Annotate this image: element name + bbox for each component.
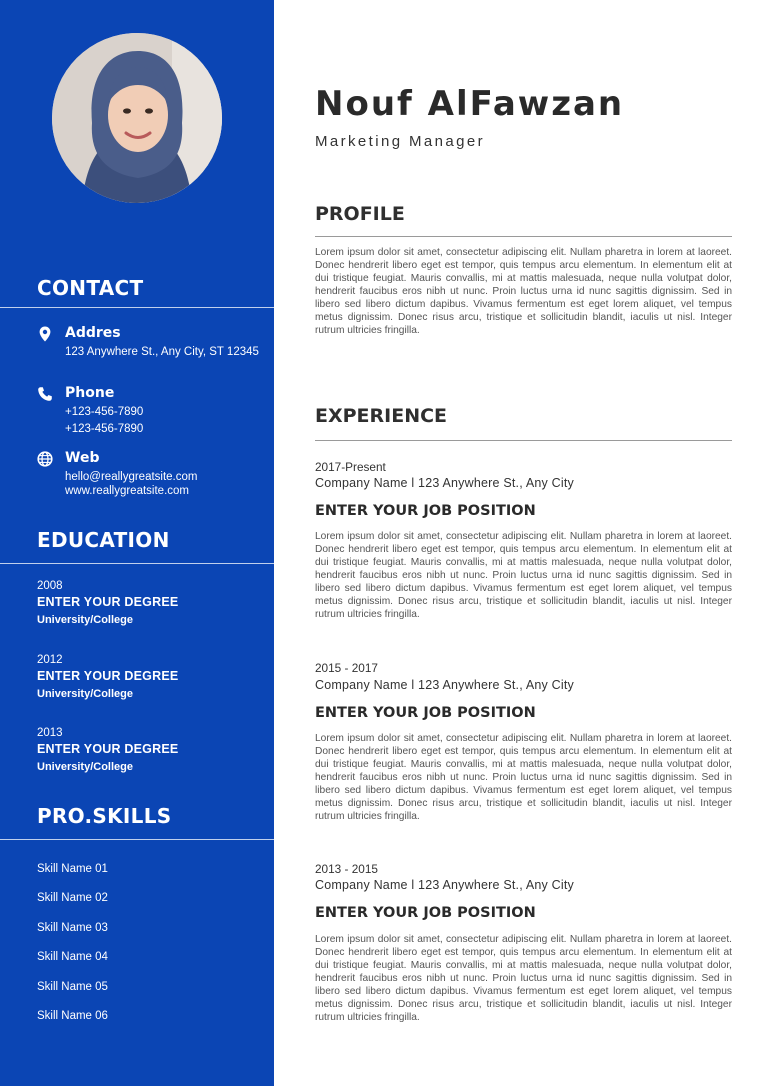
experience-date: 2015 - 2017 xyxy=(315,661,378,675)
skill-item: Skill Name 06 xyxy=(37,1010,108,1022)
education-degree: ENTER YOUR DEGREE xyxy=(37,669,179,683)
contact-address-line: 123 Anywhere St., Any City, ST 12345 xyxy=(65,346,259,358)
profile-divider xyxy=(315,236,732,237)
contact-heading: CONTACT xyxy=(37,276,144,300)
skill-item: Skill Name 03 xyxy=(37,922,108,934)
education-divider xyxy=(0,563,274,564)
globe-icon xyxy=(37,451,53,467)
phone-icon xyxy=(37,386,53,402)
skill-item: Skill Name 01 xyxy=(37,863,108,875)
contact-phone-line-1[interactable]: +123-456-7890 xyxy=(65,406,144,418)
skill-item: Skill Name 05 xyxy=(37,981,108,993)
education-item xyxy=(37,653,267,703)
contact-address-title: Addres xyxy=(65,325,121,341)
contact-phone-line-2[interactable]: +123-456-7890 xyxy=(65,423,144,435)
profile-heading: PROFILE xyxy=(315,203,405,225)
education-school: University/College xyxy=(37,614,133,626)
education-heading: EDUCATION xyxy=(37,528,170,552)
experience-company: Company Name l 123 Anywhere St., Any City xyxy=(315,678,575,692)
experience-description: Lorem ipsum dolor sit amet, consectetur adipiscing elit. Nullam pharetra in lorem at laoreet. Donec hendrerit libero eget est tempor, quis tempus arcu elementum. In elementum elit at dui tristique feugiat. Mauris convallis, mi at mattis malesuada, neque nulla volutpat dolor, hendrerit faucibus eros nibh ut nunc. Proin luctus urna id nunc sagittis dignissim. Sed in libero sed libero dictum dapibus. Vivamus fermentum est eget lorem aliquet, vel tempus metus dignissim. Donec risus arcu, tristique et sollicitudin blandit, iaculis ut nisl. Integer rutrum ultricies fringilla. xyxy=(315,934,732,1023)
contact-phone-title: Phone xyxy=(65,385,115,401)
education-item xyxy=(37,579,267,629)
experience-description: Lorem ipsum dolor sit amet, consectetur adipiscing elit. Nullam pharetra in lorem at laoreet. Donec hendrerit libero eget est tempor, quis tempus arcu elementum. In elementum elit at dui tristique feugiat. Mauris convallis, mi at mattis malesuada, neque nulla volutpat dolor, hendrerit faucibus eros nibh ut nunc. Proin luctus urna id nunc sagittis dignissim. Sed in libero sed libero dictum dapibus. Vivamus fermentum est eget lorem aliquet, vel tempus metus dignissim. Donec risus arcu, tristique et sollicitudin blandit, iaculis ut nisl. Integer rutrum ultricies fringilla. xyxy=(315,531,732,620)
candidate-name: Nouf AlFawzan xyxy=(315,84,625,124)
sidebar xyxy=(0,0,274,1086)
contact-web-title: Web xyxy=(65,450,100,466)
contact-divider xyxy=(0,307,274,308)
education-degree: ENTER YOUR DEGREE xyxy=(37,742,179,756)
skills-heading: PRO.SKILLS xyxy=(37,804,172,828)
experience-date: 2013 - 2015 xyxy=(315,862,378,876)
contact-email-link[interactable]: hello@reallygreatsite.com xyxy=(65,471,198,483)
education-item xyxy=(37,726,267,776)
experience-date: 2017-Present xyxy=(315,460,386,474)
skill-item: Skill Name 04 xyxy=(37,951,108,963)
experience-position: ENTER YOUR JOB POSITION xyxy=(315,905,536,921)
education-year: 2008 xyxy=(37,580,63,592)
education-degree: ENTER YOUR DEGREE xyxy=(37,595,179,609)
experience-company: Company Name l 123 Anywhere St., Any City xyxy=(315,878,575,892)
skill-item: Skill Name 02 xyxy=(37,892,108,904)
candidate-role: Marketing Manager xyxy=(315,133,486,150)
experience-position: ENTER YOUR JOB POSITION xyxy=(315,705,536,721)
profile-photo-image xyxy=(52,33,222,203)
education-school: University/College xyxy=(37,761,133,773)
contact-website-link[interactable]: www.reallygreatsite.com xyxy=(65,485,189,497)
profile-photo xyxy=(52,33,222,203)
location-pin-icon xyxy=(37,326,53,342)
profile-text: Lorem ipsum dolor sit amet, consectetur adipiscing elit. Nullam pharetra in lorem at laoreet. Donec hendrerit libero eget est tempor, quis tempus arcu elementum. In elementum elit at dui tristique feugiat. Mauris convallis, mi at mattis malesuada, neque nulla volutpat dolor, hendrerit faucibus eros nibh ut nunc. Proin luctus urna id nunc sagittis dignissim. Sed in libero sed libero dictum dapibus. Vivamus fermentum est eget lorem aliquet, vel tempus metus dignissim. Donec risus arcu, tristique et sollicitudin blandit, iaculis ut nisl. Integer rutrum ultricies fringilla. xyxy=(315,247,732,336)
experience-heading: EXPERIENCE xyxy=(315,405,448,427)
experience-company: Company Name l 123 Anywhere St., Any City xyxy=(315,476,575,490)
education-year: 2013 xyxy=(37,727,63,739)
skills-divider xyxy=(0,839,274,840)
experience-description: Lorem ipsum dolor sit amet, consectetur adipiscing elit. Nullam pharetra in lorem at laoreet. Donec hendrerit libero eget est tempor, quis tempus arcu elementum. In elementum elit at dui tristique feugiat. Mauris convallis, mi at mattis malesuada, neque nulla volutpat dolor, hendrerit faucibus eros nibh ut nunc. Proin luctus urna id nunc sagittis dignissim. Sed in libero sed libero dictum dapibus. Vivamus fermentum est eget lorem aliquet, vel tempus metus dignissim. Donec risus arcu, tristique et sollicitudin blandit, iaculis ut nisl. Integer rutrum ultricies fringilla. xyxy=(315,733,732,822)
experience-position: ENTER YOUR JOB POSITION xyxy=(315,503,536,519)
education-school: University/College xyxy=(37,688,133,700)
education-year: 2012 xyxy=(37,654,63,666)
experience-divider xyxy=(315,440,732,441)
